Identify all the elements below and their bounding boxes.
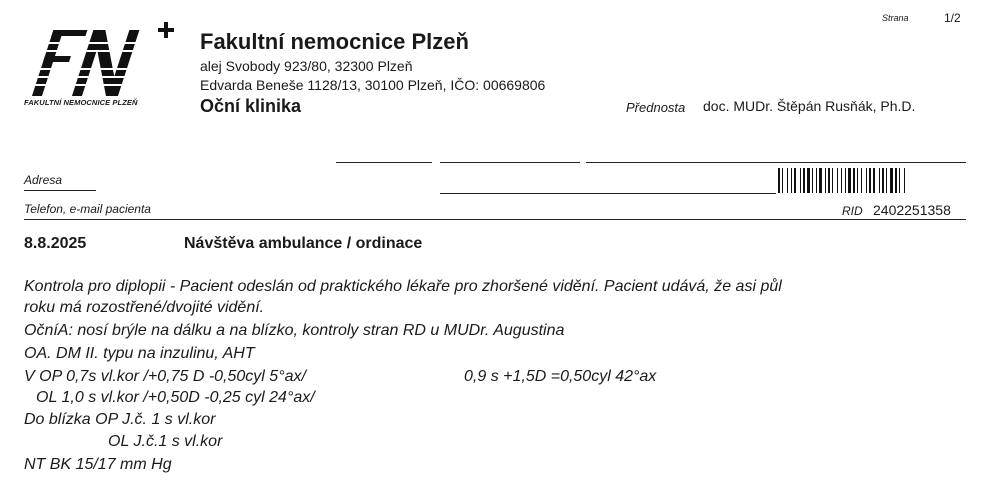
contact-label: Telefon, e-mail pacienta	[24, 202, 151, 216]
address-line-2: Edvarda Beneše 1128/13, 30100 Plzeň, IČO: 00669806	[200, 77, 546, 93]
address-rule	[440, 193, 776, 194]
note-line: roku má rozostřené/dvojité vidění.	[24, 299, 265, 316]
note-line: Do blízka OP J.č. 1 s vl.kor	[24, 411, 216, 428]
note-line: OčníA: nosí brýle na dálku a na blízko, kontroly stran RD u MUDr. Augustina	[24, 322, 565, 339]
hospital-name: Fakultní nemocnice Plzeň	[200, 29, 469, 54]
note-line: OL J.č.1 s vl.kor	[108, 433, 223, 450]
head-label: Přednosta	[626, 100, 686, 115]
head-name: doc. MUDr. Štěpán Rusňák, Ph.D.	[703, 98, 916, 114]
logo-caption: FAKULTNÍ NEMOCNICE PLZEŇ	[24, 98, 138, 107]
address-line-1: alej Svobody 923/80, 32300 Plzeň	[200, 58, 413, 74]
note-line: OL 1,0 s vl.kor /+0,50D -0,25 cyl 24°ax/	[36, 389, 315, 406]
barcode	[778, 168, 966, 193]
rid-value: 2402251358	[873, 202, 951, 218]
page-label: Strana	[882, 13, 909, 23]
top-separator-dash	[336, 162, 432, 163]
address-rule	[24, 190, 96, 191]
rid-label: RID	[842, 204, 863, 218]
note-line: Kontrola pro diplopii - Pacient odeslán od praktického lékaře pro zhoršené vidění. Pacient udává, že asi půl	[24, 278, 782, 295]
note-line: V OP 0,7s vl.kor /+0,75 D -0,50cyl 5°ax/	[24, 368, 306, 385]
visit-type: Návštěva ambulance / ordinace	[184, 235, 423, 252]
address-label: Adresa	[24, 173, 63, 187]
note-line: NT BK 15/17 mm Hg	[24, 456, 172, 473]
note-line: OA. DM II. typu na inzulinu, AHT	[24, 345, 255, 362]
clinic-name: Oční klinika	[200, 96, 302, 116]
page-number: 1/2	[944, 11, 961, 25]
top-separator-dash	[440, 162, 580, 163]
contact-rule	[24, 219, 966, 220]
visit-date: 8.8.2025	[24, 235, 87, 252]
top-separator-dash	[586, 162, 966, 163]
note-line: 0,9 s +1,5D =0,50cyl 42°ax	[464, 368, 657, 385]
